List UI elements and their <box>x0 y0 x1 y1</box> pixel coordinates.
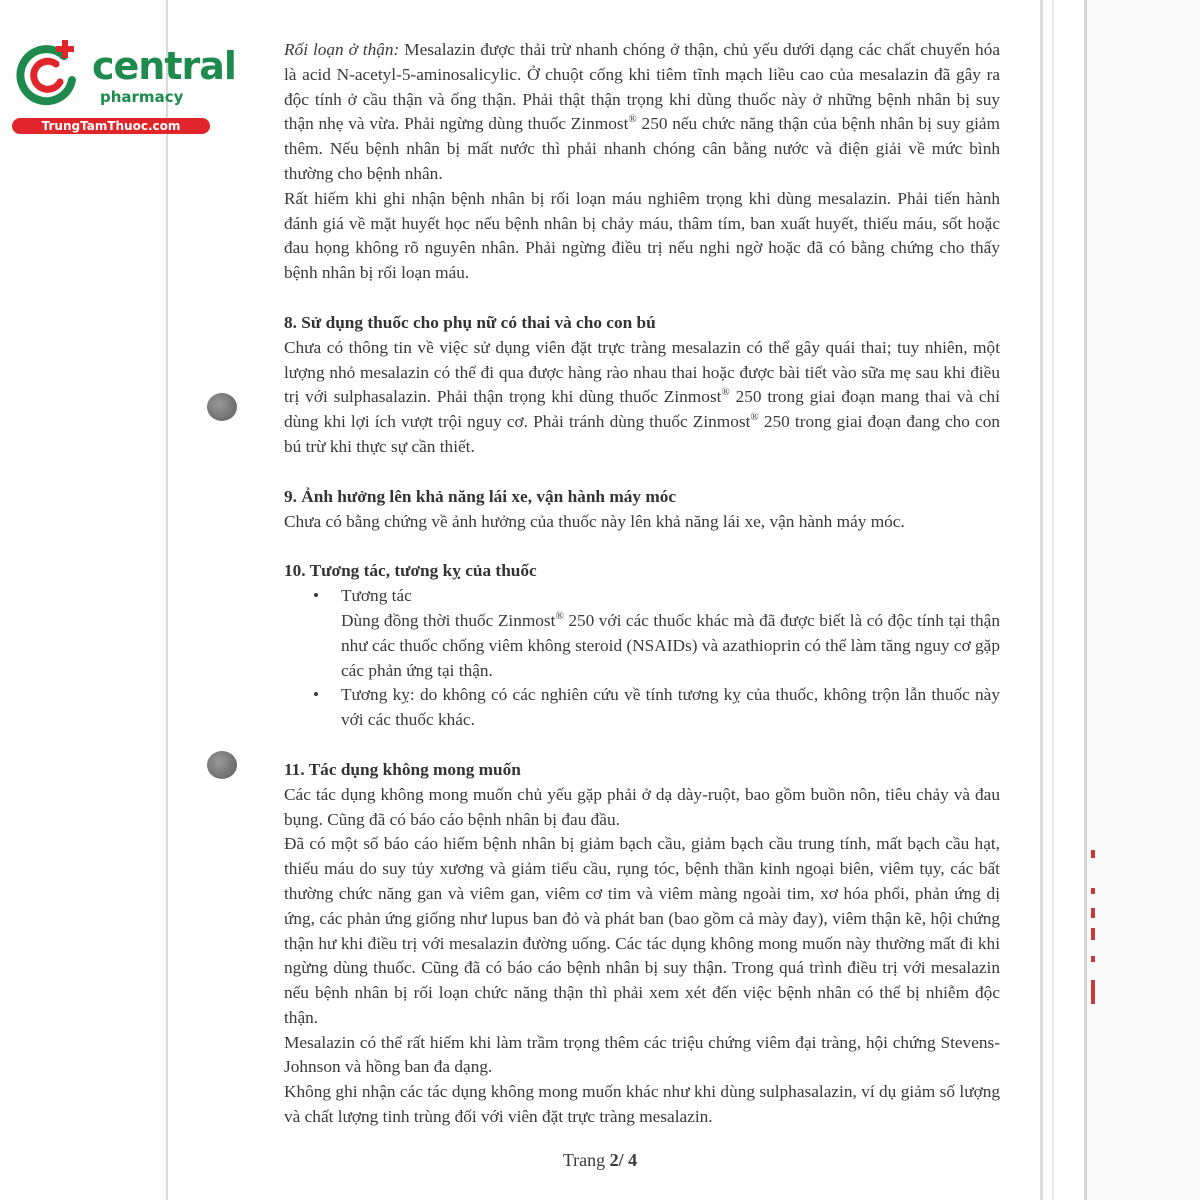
renal-label: Rối loạn ở thận: <box>284 40 400 59</box>
page-edge-line <box>1052 0 1054 1200</box>
section-8-text: Chưa có thông tin về việc sử dụng viên đặt trực tràng mesalazin có thể gây quái thai; tuy nhiên, một lượng nhỏ mesalazin có thể đi qua được hàng rào nhau thai hoặc được bài tiết vào sữa mẹ sau khi điều trị với sulphasalazin. Phải thận trọng khi dùng thuốc Zinmost® 250 trong giai đoạn mang thai và chỉ dùng khi lợi ích vượt trội nguy cơ. Phải tránh dùng thuốc Zinmost® 250 trong giai đoạn đang cho con bú trừ khi thực sự cần thiết. <box>284 337 1000 456</box>
section-8-heading: 8. Sử dụng thuốc cho phụ nữ có thai và cho con bú <box>284 312 656 332</box>
list-item: • Tương kỵ: do không có các nghiên cứu về tính tương kỵ của thuốc, không trộn lẫn thuốc này với các thuốc khác. <box>341 683 1000 733</box>
logo-brand: central <box>92 44 236 88</box>
section-10-heading: 10. Tương tác, tương kỵ của thuốc <box>284 561 537 581</box>
interaction-title: Tương tác <box>341 586 412 606</box>
punch-hole <box>207 751 237 779</box>
list-item: • Tương tác Dùng đồng thời thuốc Zinmost® 250 với các thuốc khác mà đã được biết là có độc tính tại thận như các thuốc chống viêm không steroid (NSAIDs) và azathioprin có thể làm tăng nguy cơ gặp các phản ứng tại thận. <box>341 584 1000 683</box>
section-11-paragraph: Đã có một số báo cáo hiếm bệnh nhân bị giảm bạch cầu, giảm bạch cầu trung tính, mất bạch cầu hạt, thiếu máu do suy tủy xương và giảm tiểu cầu, rụng tóc, bệnh thần kinh ngoại biên, viêm tụy, các bất thường chức năng gan và viêm gan, viêm cơ tim và viêm màng ngoài tim, xơ hóa phổi, phản ứng dị ứng, các phản ứng giống như lupus ban đỏ và phát ban (bao gồm cả mày đay), viêm thận kẽ, hội chứng thận hư khi điều trị với mesalazin đường uống. Các tác dụng không mong muốn này thường mất đi khi ngừng dùng thuốc. Cũng đã có báo cáo bệnh nhân bị suy thận. Trong quá trình điều trị với mesalazin nếu bệnh nhân bị rối loạn chức năng thận thì phải xem xét đến việc bệnh nhân có thể bị nhiễm độc thận. <box>284 834 1000 1027</box>
section-9-heading: 9. Ảnh hưởng lên khả năng lái xe, vận hành máy móc <box>284 486 677 506</box>
section-9-text: Chưa có bằng chứng về ảnh hưởng của thuốc này lên khả năng lái xe, vận hành máy móc. <box>284 511 905 531</box>
section-11-paragraph: Không ghi nhận các tác dụng không mong muốn khác như khi dùng sulphasalazin, ví dụ giảm số lượng và chất lượng tinh trùng đối với viên đặt trực tràng mesalazin. <box>284 1082 1000 1127</box>
page-edge-line <box>1084 0 1087 1200</box>
logo-url[interactable]: TrungTamThuoc.com <box>12 118 210 134</box>
right-margin <box>1087 0 1200 1200</box>
section-11-heading: 11. Tác dụng không mong muốn <box>284 759 521 779</box>
central-pharmacy-logo[interactable] <box>12 38 236 138</box>
page-edge-line <box>1040 0 1043 1200</box>
document-body <box>284 38 1000 1130</box>
page-number: Trang 2/ 4 <box>562 1150 638 1170</box>
pharmacy-logo-icon <box>12 38 82 108</box>
renal-paragraph: Rối loạn ở thận: Mesalazin được thải trừ nhanh chóng ở thận, chủ yếu dưới dạng các chất chuyển hóa là acid N-acetyl-5-aminosalicylic. Ở chuột cống khi tiêm tĩnh mạch liều cao của mesalazin đã gây ra độc tính ở cầu thận và ống thận. Phải thật thận trọng khi dùng thuốc này ở những bệnh nhân bị suy thận nhẹ và vừa. Phải ngừng dùng thuốc Zinmost® 250 nếu chức năng thận của bệnh nhân bị suy giảm thêm. Nếu bệnh nhân bị mất nước thì phải nhanh chóng cân bằng nước và điện giải về mức bình thường cho bệnh nhân. <box>284 40 1001 183</box>
left-margin-strip <box>0 0 168 1200</box>
blood-paragraph: Rất hiếm khi ghi nhận bệnh nhân bị rối loạn máu nghiêm trọng khi dùng mesalazin. Phải tiến hành đánh giá về mặt huyết học nếu bệnh nhân bị chảy máu, thâm tím, ban xuất huyết, thiếu máu, sốt hoặc đau họng không rõ nguyên nhân. Phải ngừng điều trị nếu nghi ngờ hoặc đã có bằng chứng cho thấy bệnh nhân bị rối loạn máu. <box>284 188 1000 283</box>
punch-hole <box>207 393 237 421</box>
logo-subtitle: pharmacy <box>100 88 184 106</box>
edge-marks <box>1091 850 1101 1010</box>
section-11-paragraph: Mesalazin có thể rất hiếm khi làm trầm trọng thêm các triệu chứng viêm đại tràng, hội chứng Stevens-Johnson và hồng ban đa dạng. <box>284 1032 1000 1077</box>
section-11-paragraph: Các tác dụng không mong muốn chủ yếu gặp phải ở dạ dày-ruột, bao gồm buồn nôn, tiêu chảy và đau bụng. Cũng đã có báo cáo bệnh nhân bị đau đầu. <box>284 784 1000 829</box>
page-edge <box>166 0 168 1200</box>
interaction-list <box>284 584 1000 733</box>
